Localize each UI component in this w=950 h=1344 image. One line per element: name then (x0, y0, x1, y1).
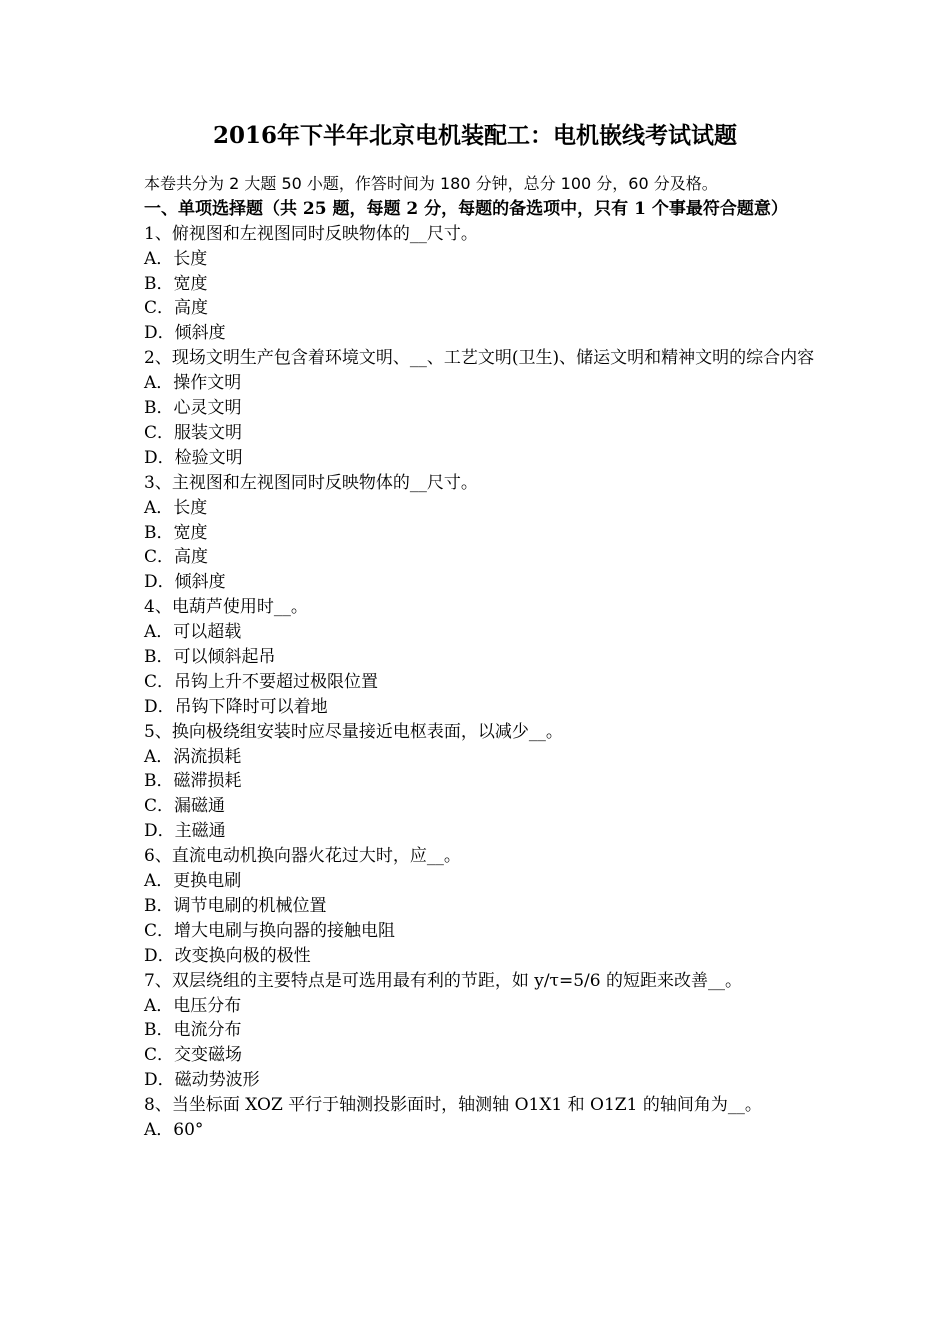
answer-option: B．宽度 (144, 522, 208, 543)
question-block (144, 595, 816, 719)
answer-option: D．吊钩下降时可以着地 (144, 696, 328, 717)
answer-option: C．交变磁场 (144, 1045, 243, 1066)
answer-option: A．长度 (144, 497, 208, 518)
document-title: 2016年下半年北京电机装配工：电机嵌线考试试题 (212, 122, 737, 149)
question-text: 7、双层绕组的主要特点是可选用最有利的节距，如 y/τ=5/6 的短距来改善__。 (144, 970, 742, 991)
answer-option: D．磁动势波形 (144, 1070, 260, 1091)
answer-option: A．更换电刷 (144, 871, 242, 892)
document-body (144, 172, 816, 1143)
answer-option: C．增大电刷与换向器的接触电阻 (144, 920, 396, 941)
answer-option: C．吊钩上升不要超过极限位置 (144, 671, 379, 692)
answer-option: B．磁滞损耗 (144, 771, 242, 792)
answer-option: B．可以倾斜起吊 (144, 647, 276, 667)
question-block (144, 969, 816, 1093)
answer-option: D．倾斜度 (144, 572, 226, 593)
answer-option: B．宽度 (144, 273, 208, 294)
answer-option: C．高度 (144, 547, 209, 568)
answer-option: C．漏磁通 (144, 796, 226, 817)
question-text: 4、电葫芦使用时__。 (144, 597, 308, 618)
question-text: 2、现场文明生产包含着环境文明、__、工艺文明(卫生)、储运文明和精神文明的综合内容 (144, 348, 815, 369)
answer-option: A．长度 (144, 248, 208, 269)
answer-option: C．服装文明 (144, 422, 243, 443)
question-text: 5、换向极绕组安装时应尽量接近电枢表面，以减少__。 (144, 721, 563, 742)
section-heading: 一、单项选择题（共 25 题，每题 2 分，每题的备选项中，只有 1 个事最符合题意） (144, 198, 788, 219)
question-block (144, 222, 816, 346)
answer-option: D．主磁通 (144, 821, 226, 842)
exam-intro: 本卷共分为 2 大题 50 小题，作答时间为 180 分钟，总分 100 分，60 分及格。 (144, 174, 718, 193)
answer-option: A．可以超载 (144, 622, 242, 643)
answer-option: B．电流分布 (144, 1020, 242, 1041)
question-text: 6、直流电动机换向器火花过大时，应__。 (144, 846, 461, 867)
answer-option: A．操作文明 (144, 373, 242, 394)
answer-option: A．涡流损耗 (144, 746, 242, 767)
question-text: 8、当坐标面 XOZ 平行于轴测投影面时，轴测轴 O1X1 和 O1Z1 的轴间角为__。 (144, 1095, 762, 1116)
answer-option: D．倾斜度 (144, 323, 226, 344)
question-block (144, 1093, 816, 1143)
answer-option: A．电压分布 (144, 995, 242, 1016)
answer-option: B．调节电刷的机械位置 (144, 895, 327, 916)
question-block (144, 471, 816, 595)
question-block (144, 844, 816, 968)
answer-option: D．改变换向极的极性 (144, 945, 311, 966)
answer-option: D．检验文明 (144, 447, 243, 468)
answer-option: A．60° (144, 1119, 204, 1140)
answer-option: B．心灵文明 (144, 398, 242, 419)
question-text: 1、俯视图和左视图同时反映物体的__尺寸。 (144, 223, 478, 244)
question-block (144, 346, 816, 470)
answer-option: C．高度 (144, 298, 209, 319)
question-block (144, 720, 816, 844)
question-text: 3、主视图和左视图同时反映物体的__尺寸。 (144, 472, 478, 493)
